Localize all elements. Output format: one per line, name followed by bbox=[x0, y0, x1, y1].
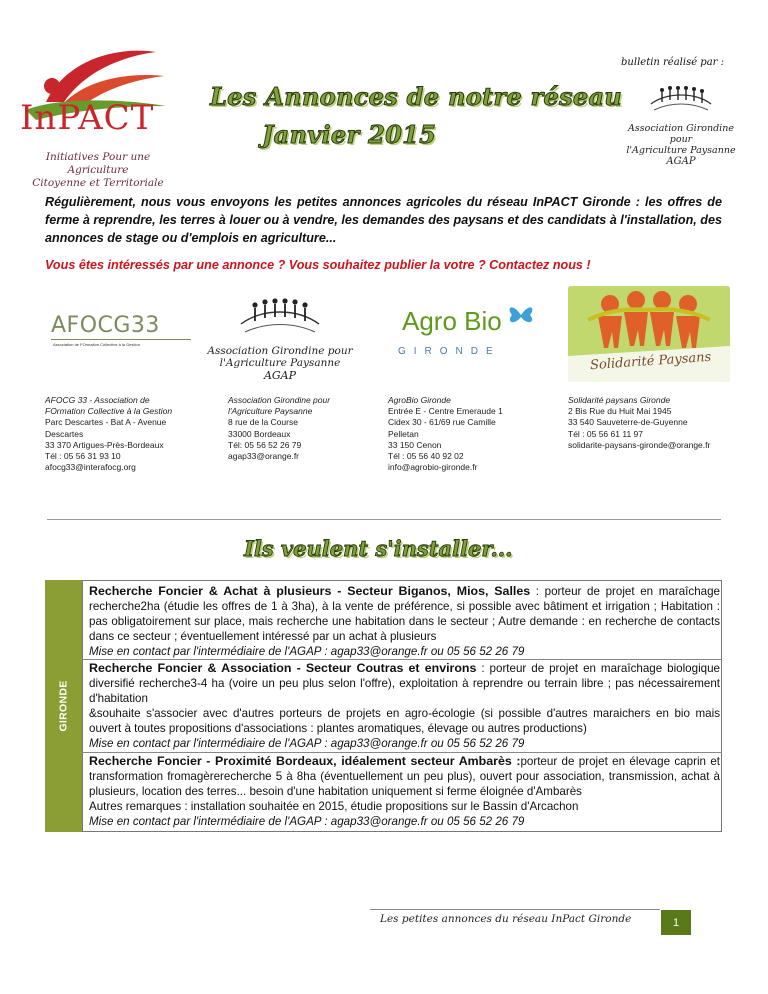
partner-address: Cidex 30 - 61/69 rue Camille bbox=[388, 417, 496, 428]
ad-body: : porteur de projet en maraîchage biologique diversifié recherche3-4 ha (voire un peu plus selon l'offre), exploitation à reprendre ou terrain libre ; pas nécessairement d'habitation bbox=[89, 662, 720, 706]
ad-separator bbox=[82, 659, 722, 660]
partner-address: 8 rue de la Course bbox=[228, 417, 298, 428]
ad-title: Recherche Foncier - Proximité Bordeaux, idéalement secteur Ambarès : bbox=[89, 754, 521, 768]
region-label-text: GIRONDE bbox=[57, 680, 70, 732]
ad-separator bbox=[82, 752, 722, 753]
agap-partner-line2: l'Agriculture Paysanne bbox=[219, 357, 341, 369]
footer-rule bbox=[370, 909, 660, 910]
ad-title: Recherche Foncier & Association - Secteur Coutras et environs bbox=[89, 661, 477, 675]
inpact-subtitle-line1: Initiatives Pour une Agriculture bbox=[45, 151, 151, 176]
partner-phone: Tél : 05 56 40 92 02 bbox=[388, 451, 464, 462]
page-date: Janvier 2015 bbox=[262, 120, 437, 149]
partner-card-afocg bbox=[45, 395, 195, 473]
partner-email[interactable]: info@agrobio-gironde.fr bbox=[388, 462, 478, 473]
partner-email[interactable]: solidarite-paysans-gironde@orange.fr bbox=[568, 439, 711, 450]
ad-item-1 bbox=[89, 584, 720, 659]
afocg-tagline: Association de FOrmation Collective à la Gestion bbox=[53, 342, 140, 347]
section-title: Ils veulent s'installer... bbox=[244, 536, 513, 561]
partner-card-solidarite bbox=[568, 395, 738, 451]
afocg-logo bbox=[45, 305, 195, 355]
inpact-subtitle-line2: Citoyenne et Territoriale bbox=[32, 177, 164, 189]
partner-address: 2 Bis Rue du Huit Mai 1945 bbox=[568, 406, 672, 417]
ad-item-2 bbox=[89, 661, 720, 752]
inpact-subtitle bbox=[14, 151, 182, 190]
partner-address: Descartes bbox=[45, 428, 84, 439]
partner-email[interactable]: afocg33@interafocg.org bbox=[45, 462, 136, 473]
ad-body: : porteur de projet en maraîchage recherche2ha (étudie les offres de 1 à 3ha), à la vente de préférence, si possible avec bâtiment et irrigation ; Habitation : pas obligatoirement sur place, mais recherche une habitation dans le secteur ; Autre demande : en recherche de contacts dans ce secteur ; éventuellement intéressé par un achat à plusieurs bbox=[89, 585, 720, 644]
agap-farm-icon-large bbox=[237, 294, 323, 340]
agrobio-logo bbox=[388, 302, 536, 362]
partner-name: AFOCG 33 - Association de bbox=[45, 395, 150, 405]
partner-name: Association Girondine pour bbox=[228, 395, 331, 405]
ad-body-extra: Autres remarques : installation souhaitée en 2015, étudie propositions sur le Bassin d'Arcachon bbox=[89, 800, 579, 814]
footer-text: Les petites annonces du réseau InPact Gironde bbox=[380, 913, 632, 925]
contact-call-to-action: Vous êtes intéressés par une annonce ? Vous souhaitez publier la votre ? Contactez nous ! bbox=[45, 258, 591, 272]
ad-contact: Mise en contact par l'intermédiaire de l'AGAP : agap33@orange.fr ou 05 56 52 26 79 bbox=[89, 815, 525, 829]
ad-title: Recherche Foncier & Achat à plusieurs - Secteur Biganos, Mios, Salles bbox=[89, 584, 531, 598]
agrobio-logo-subtitle: GIRONDE bbox=[398, 346, 501, 357]
ad-contact: Mise en contact par l'intermédiaire de l'AGAP : agap33@orange.fr ou 05 56 52 26 79 bbox=[89, 645, 525, 659]
partner-city: 33 540 Sauveterre-de-Guyenne bbox=[568, 417, 688, 428]
agap-logo-partner bbox=[200, 294, 360, 382]
partner-phone: Tél: 05 56 52 26 79 bbox=[228, 439, 302, 450]
partner-address: Pelletan bbox=[388, 428, 419, 439]
partner-name: FOrmation Collective à la Gestion bbox=[45, 406, 173, 417]
partner-city: 33000 Bordeaux bbox=[228, 428, 291, 439]
partner-email[interactable]: agap33@orange.fr bbox=[228, 451, 300, 462]
page-title: Les Annonces de notre réseau bbox=[210, 82, 623, 111]
region-label bbox=[45, 580, 82, 832]
agap-partner-line1: Association Girondine pour bbox=[207, 345, 353, 357]
butterfly-icon bbox=[506, 302, 536, 328]
page-number: 1 bbox=[661, 910, 691, 935]
partner-name: Solidarité paysans Gironde bbox=[568, 395, 671, 405]
ad-contact: Mise en contact par l'intermédiaire de l'AGAP : agap33@orange.fr ou 05 56 52 26 79 bbox=[89, 737, 525, 751]
afocg-underline bbox=[51, 339, 191, 340]
partner-card-agrobio bbox=[388, 395, 538, 473]
agap-top-line2: l'Agriculture Paysanne bbox=[626, 145, 736, 156]
ad-item-3 bbox=[89, 754, 720, 829]
ad-body-extra: &souhaite s'associer avec d'autres porteurs de projets en agro-écologie (si possible d'autres maraichers en bio mais ouvert à toutes propositions d'associations : plantes aromatiques, élevage ou autres productions) bbox=[89, 707, 720, 736]
agap-farm-icon bbox=[646, 82, 716, 118]
ad-body: porteur de projet en élevage caprin et transformation fromagèrerecherche 5 à 8ha (éventuellement un peu plus), ouvert pour association, transmission, achat à plusieurs, location des terres... besoin d'une habitation uniquement si ferme éloignée d'Ambarès bbox=[89, 755, 720, 799]
partner-name: l'Agriculture Paysanne bbox=[228, 406, 313, 417]
partner-card-agap bbox=[228, 395, 368, 462]
solidarite-paysans-logo bbox=[568, 286, 730, 382]
partner-phone: Tél : 05 56 31 93 10 bbox=[45, 451, 121, 462]
agap-logo-top bbox=[626, 82, 736, 167]
inpact-logo-text: InPACT bbox=[20, 98, 155, 138]
agap-top-abbr: AGAP bbox=[666, 156, 696, 167]
agap-partner-abbr: AGAP bbox=[263, 369, 297, 382]
bulletin-by-label: bulletin réalisé par : bbox=[621, 57, 724, 68]
partner-phone: Tél : 05 56 61 11 97 bbox=[568, 428, 643, 439]
agrobio-logo-text: Agro Bio bbox=[402, 306, 502, 336]
partner-city: 33 150 Cenon bbox=[388, 439, 442, 450]
partner-name: AgroBio Gironde bbox=[388, 395, 451, 405]
afocg-logo-text: AFOCG33 bbox=[51, 313, 160, 338]
agap-top-line1: Association Girondine pour bbox=[628, 123, 734, 145]
section-divider bbox=[47, 519, 721, 520]
solidarite-logo-text: Solidarité Paysans bbox=[589, 349, 712, 374]
partner-city: 33 370 Artigues-Près-Bordeaux bbox=[45, 439, 164, 450]
intro-paragraph: Régulièrement, nous vous envoyons les petites annonces agricoles du réseau InPACT Gironde : les offres de ferme à reprendre, les terres à louer ou à vendre, les demandes des paysans et des candidats à l'installation, des annonces de stage ou d'emplois en agriculture... bbox=[45, 195, 722, 245]
partner-address: Parc Descartes - Bat A - Avenue bbox=[45, 417, 167, 428]
partner-address: Entrée E - Centre Emeraude 1 bbox=[388, 406, 503, 417]
